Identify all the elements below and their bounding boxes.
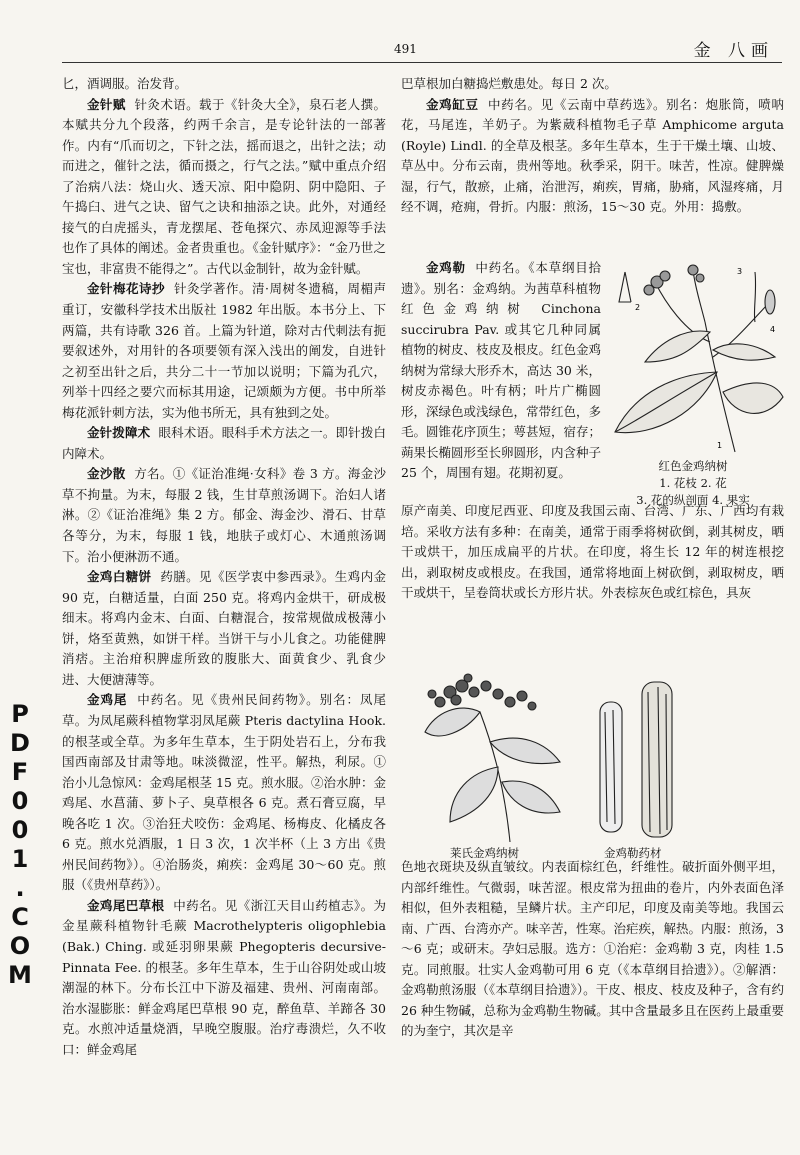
- entry-text: 中药名。见《贵州民间药物》。别名：凤尾草。为凤尾蕨科植物掌羽凤尾蕨 Pteris dactylina Hook. 的根茎或全草。为多年生草本，生于阴处岩石上，分布我国西南部及甘肃等地。味淡微涩，性平。解热，利尿。①治小儿急惊风：金鸡尾根茎 15 克。煎水服。②治水肿：金鸡尾、水菖蒲、萝卜子、臭草根各 6 克。煮石膏豆腐，早晚各吃 1 次。③治狂犬咬伤：金鸡尾、杨梅皮、化橘皮各 6 克。煎水兑酒服，1 日 3 次，1 次半杯（上 3 方出《贵州民间药物》）。④治肠炎，痢疾：金鸡尾 30～60 克。煎服（《贵州草药》）。: [62, 692, 386, 893]
- entry-text: 方名。①《证治准绳·女科》卷 3 方。海金沙草不拘量。为末，每服 2 钱，生甘草煎汤调下。治妇人诸淋。②《证治准绳》集 2 方。郁金、海金沙、滑石、甘草各等分，为末，每服 1 钱，地肤子或灯心、木通煎汤调下。治小便淋沥不通。: [62, 466, 386, 564]
- entry-headword: 金鸡缸豆: [426, 96, 479, 112]
- entry-jinjile: [401, 258, 601, 484]
- right-column-bottom: 色地衣斑块及纵直皱纹。内表面棕红色，纤维性。破折面外侧平坦，内部纤维性。气微弱，味苦涩。根皮常为扭曲的卷片，内外表面色泽相似，但外表粗糙，呈鳞片状。主产印尼，印度及南美等地。我国云南、广西、台湾亦产。味辛苦，性寒。治疟疾，解热。内服：煎汤，3～6 克；或研末。孕妇忌服。选方：①治疟：金鸡勒 3 克，肉桂 1.5 克。同煎服。壮实人金鸡勒可用 6 克（《本草纲目拾遗》）。②解酒：金鸡勒煎汤服（《本草纲目拾遗》）。干皮、根皮、枝皮及种子，含有约 26 种生物碱，总称为金鸡勒生物碱。其中含量最多且在医药上最重要的为奎宁，其次是辛: [401, 859, 784, 1039]
- entry-text: 眼科术语。眼科手术方法之一。即针拨白内障术。: [62, 425, 386, 461]
- dictionary-entry: [62, 567, 386, 690]
- right-column-middle: 原产南美、印度尼西亚、印度及我国云南、台湾、广东、广西均有栽培。采收方法有多种：在南美，通常于雨季将树砍倒，剥其树皮，晒干或烘干，加压成扁平的片状。在印度，将生长 12 年的树连根挖出，剥取树皮或根皮。在我国，通常将地面上树砍倒，剥取树皮，晒干或烘干，呈卷筒状或长方形片状。外表棕灰色或红棕色，具灰: [401, 503, 784, 601]
- entry-text: 中药名。《本草纲目拾遗》。别名：金鸡纳。为茜草科植物红色金鸡纳树 Cinchona succirubra Pav. 或其它几种同属植物的树皮、枝皮及根皮。红色金鸡纳树为常绿大形乔木，高达 30 米，树皮赤褐色。叶有柄；叶片广椭圆形，深绿色或浅绿色，常带红色，多毛。圆锥花序顶生；萼甚短，宿存；蒴果长椭圆形至长卵圆形，内含种子 25 个，周围有翅。花期初夏。: [401, 260, 602, 481]
- dictionary-entry: [62, 423, 386, 464]
- entry-text: 药膳。见《医学衷中参西录》。生鸡内金 90 克，白糖适量，白面 250 克。将鸡内金烘干，研成极细末。将鸡内金末、白面、白糖混合，按常规做成极薄小饼，烙至黄熟，如饼干样。当饼干与小儿食之。功能健脾消痞。主治疳积脾虚所致的腹胀大、面黄食少、乳食少进、大便溏薄等。: [62, 569, 386, 687]
- dictionary-entry: [401, 74, 784, 95]
- dictionary-entry: [62, 279, 386, 423]
- figure2-caption-right: 金鸡勒药材: [604, 846, 662, 860]
- entry-text: 中药名。见《云南中草药选》。别名：炮胀筒，喷呐花，马尾连，羊奶子。为紫葳科植物毛子草 Amphicome arguta (Royle) Lindl. 的全草及根茎。多年生草本，生于干燥土壤、山坡、草丛中。分布云南，贵州等地。秋季采，阴干。味苦，性凉。健脾燥湿，行气，散瘀，止痛，治泄泻，痢疾，胃痛，胁痛，风湿疼痛，月经不调，疮痈，骨折。内服：煎汤，15～30 克。外用：捣敷。: [401, 96, 784, 215]
- cinchona-branch-and-bark-illustration: [410, 672, 780, 844]
- section-title: 金 八画: [693, 41, 774, 61]
- figure1-legend-line2: 3. 花的纵剖面 4. 果实: [636, 493, 750, 507]
- watermark: PDF001.COM: [6, 700, 34, 990]
- page-header: [0, 30, 800, 64]
- figure1-title: 红色金鸡纳树: [658, 459, 728, 473]
- entry-headword: 金鸡尾巴草根: [87, 897, 165, 913]
- entry-text: 巴草根加白糖捣烂敷患处。每日 2 次。: [401, 76, 617, 91]
- entry-headword: 金鸡白糖饼: [87, 569, 152, 585]
- entry-text: 匕，酒调服。治发背。: [62, 76, 188, 91]
- dictionary-entry: [62, 74, 386, 95]
- dictionary-entry: [62, 896, 386, 1060]
- entry-headword: 金针梅花诗抄: [87, 281, 166, 297]
- figure2-caption-left: 莱氏金鸡纳树: [450, 846, 519, 860]
- cinchona-illustration: [605, 262, 785, 460]
- entry-text: 中药名。见《浙江天目山药植志》。为金星蕨科植物针毛蕨 Macrothelypteris oligophlebia (Bak.) Ching. 或延羽卵果蕨 Phegopteris decursive-Pinnata Fee. 的根茎。多年生草本，生于山谷阴处或山坡潮湿的林下。分布长江中下游及福建、贵州、河南南部。治水湿膨胀：鲜金鸡尾巴草根 90 克，醉鱼草、羊蹄各 30 克。水煎冲适量烧酒，早晚空腹服。治疗毒溃烂，久不收口：鲜金鸡尾: [62, 897, 386, 1057]
- entry-headword: 金沙散: [87, 466, 126, 482]
- figure1-legend-line1: 1. 花枝 2. 花: [659, 476, 727, 490]
- entry-headword: 金针拨障术: [87, 425, 151, 441]
- entry-headword: 金针赋: [87, 96, 126, 112]
- right-column-top: [401, 74, 784, 218]
- header-rule: [62, 62, 782, 63]
- page-number: 491: [394, 42, 417, 56]
- dictionary-entry: [62, 690, 386, 895]
- left-column: [62, 74, 386, 1060]
- dictionary-entry: [62, 95, 386, 280]
- entry-text: 针灸学著作。清·周树冬遗稿，周楣声重订，安徽科学技术出版社 1982 年出版。本书分上、下两篇，共有诗歌 326 首。上篇为针道，除对古代刺法有扼要叙述外，对用针的各项要领有深入浅出的阐发，自进针之初至出针之后，共分二十一节加以说明；下篇为孔穴，列举十四经之要穴而标其用途，记颂颇为方便。书中所举梅花派针刺方法，实为他书所无，具有独到之处。: [62, 281, 386, 420]
- entry-headword: 金鸡勒: [426, 260, 466, 275]
- dictionary-entry: [62, 464, 386, 567]
- figure1-label-4: 4: [770, 325, 776, 334]
- figure1-label-1: 1: [717, 441, 723, 450]
- dictionary-entry: [401, 95, 784, 218]
- figure1-label-2: 2: [635, 303, 641, 312]
- figure1-label-3: 3: [737, 267, 743, 276]
- entry-headword: 金鸡尾: [87, 692, 128, 708]
- entry-text: 针灸术语。载于《针灸大全》，泉石老人撰。本赋共分九个段落，约两千余言，是专论针法的一部著作。内有“爪而切之，下针之法，摇而退之，出针之法；动而进之，催针之法，循而摄之，行气之法。”赋中重点介绍了治病八法：烧山火、透天凉、阳中隐阴、阴中隐阳、子午捣臼、进气之诀、留气之诀和抽添之诀。此外，对通经接气的白虎摇头，青龙摆尾、苍龟探穴、赤凤迎源等手法也作了具体的阐述。金者贵重也。《金针赋序》：“金乃世之宝也，非富贵不能得之”。古代以金制针，故为金针赋。: [62, 96, 386, 276]
